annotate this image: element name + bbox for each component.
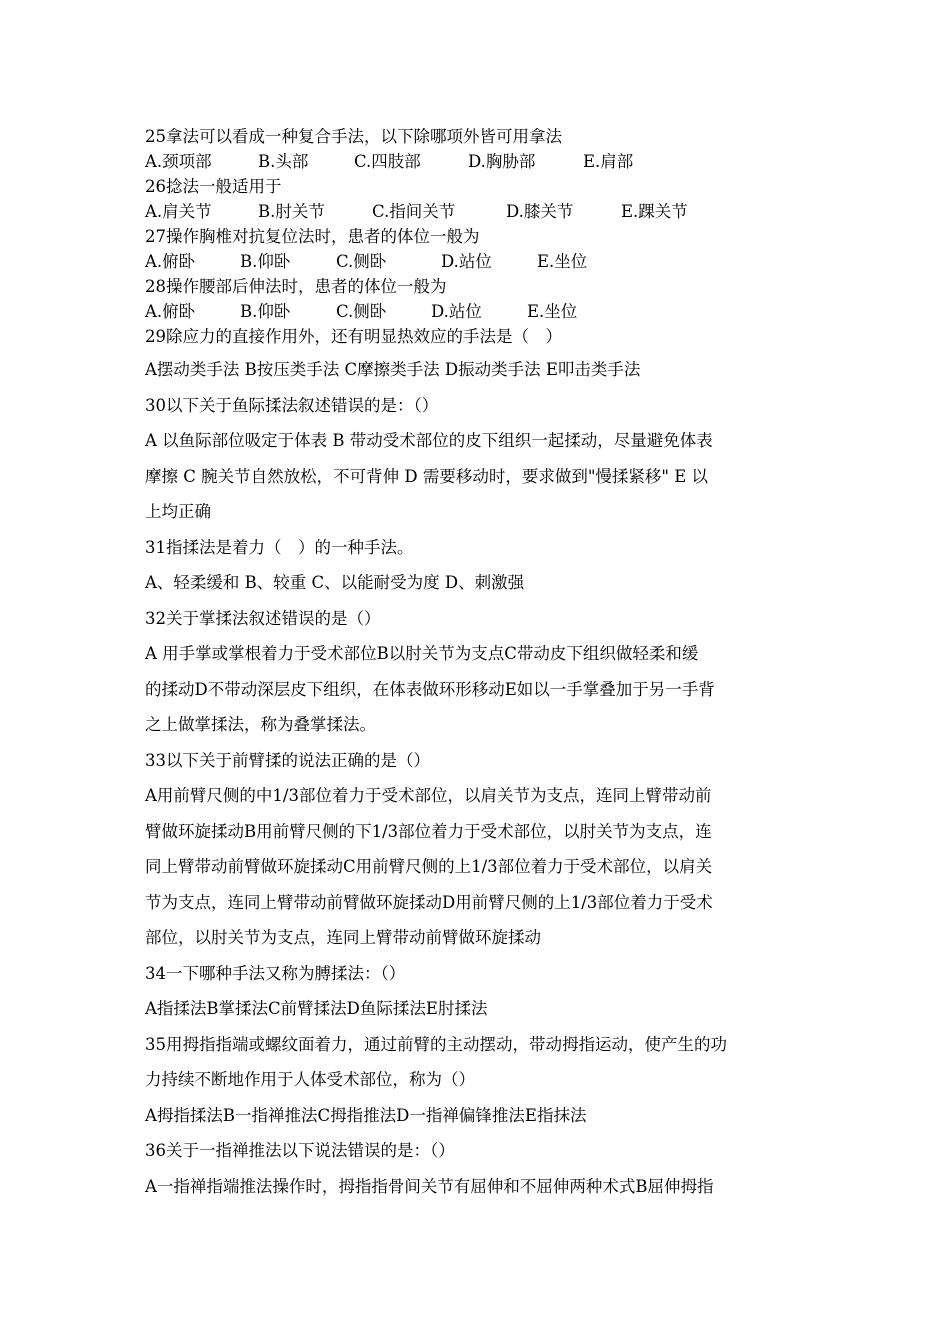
question-36-options: A一指禅指端推法操作时，拇指指骨间关节有屈伸和不屈伸两种术式B屈伸拇指 <box>145 1176 714 1196</box>
option-c: C.四肢部 <box>354 152 421 171</box>
option-c: C.侧卧 <box>336 252 387 271</box>
question-32-options-line-3: 之上做掌揉法，称为叠掌揉法。 <box>145 715 376 734</box>
option-b: B.肘关节 <box>258 202 325 221</box>
question-36-stem: 36关于一指禅推法以下说法错误的是：（） <box>145 1141 455 1160</box>
option-a: A.俯卧 <box>145 302 196 321</box>
question-27-stem: 27操作胸椎对抗复位法时，患者的体位一般为 <box>145 227 480 246</box>
question-28-stem: 28操作腰部后伸法时，患者的体位一般为 <box>145 277 447 296</box>
question-30-options-line-1: A 以鱼际部位吸定于体表 B 带动受术部位的皮下组织一起揉动，尽量避免体表 <box>145 431 713 450</box>
question-26-options <box>145 199 813 224</box>
question-30-options-line-3: 上均正确 <box>145 502 211 521</box>
question-26-stem: 26捻法一般适用于 <box>145 177 282 196</box>
option-e: E.坐位 <box>537 252 588 271</box>
option-e: E.肩部 <box>583 152 634 171</box>
question-35-options: A拇指揉法B一指禅推法C拇指推法D一指禅偏锋推法E指抹法 <box>145 1105 587 1125</box>
document-page <box>145 124 813 1204</box>
question-25-options <box>145 149 813 174</box>
option-b: B.头部 <box>258 152 309 171</box>
question-33-options-line-1: A用前臂尺侧的中1/3部位着力于受术部位，以肩关节为支点，连同上臂带动前 <box>145 786 712 805</box>
question-32-options-line-2: 的揉动D不带动深层皮下组织，在体表做环形移动E如以一手掌叠加于另一手背 <box>145 679 715 699</box>
question-33-options-line-2: 臂做环旋揉动B用前臂尺侧的下1/3部位着力于受术部位，以肘关节为支点，连 <box>145 821 712 841</box>
question-33-options-line-4: 节为支点，连同上臂带动前臂做环旋揉动D用前臂尺侧的上1/3部位着力于受术 <box>145 892 713 912</box>
question-29-options: A摆动类手法 B按压类手法 C摩擦类手法 D振动类手法 E叩击类手法 <box>145 360 641 379</box>
option-d: D.胸胁部 <box>468 152 536 171</box>
question-31-options: A、轻柔缓和 B、较重 C、以能耐受为度 D、刺激强 <box>145 573 525 592</box>
question-28-options <box>145 299 813 324</box>
question-35-stem-line-1: 35用拇指指端或螺纹面着力，通过前臂的主动摆动，带动拇指运动，使产生的功 <box>145 1034 727 1054</box>
question-35-stem-line-2: 力持续不断地作用于人体受术部位，称为（） <box>145 1070 475 1089</box>
option-c: C.指间关节 <box>372 202 456 221</box>
option-a: A.颈项部 <box>145 152 212 171</box>
option-a: A.俯卧 <box>145 252 196 271</box>
option-e: E.坐位 <box>527 302 578 321</box>
option-d: D.站位 <box>431 302 482 321</box>
question-34-stem: 34一下哪种手法又称为膊揉法：（） <box>145 963 406 983</box>
option-d: D.膝关节 <box>506 202 574 221</box>
option-b: B.仰卧 <box>240 302 291 321</box>
question-32-options-line-1: A 用手掌或掌根着力于受术部位B以肘关节为支点C带动皮下组织做轻柔和缓 <box>145 644 699 663</box>
option-b: B.仰卧 <box>240 252 291 271</box>
question-30-options-line-2: 摩擦 C 腕关节自然放松，不可背伸 D 需要移动时，要求做到"慢揉紧移" E 以 <box>145 466 709 486</box>
question-33-options-line-3: 同上臂带动前臂做环旋揉动C用前臂尺侧的上1/3部位着力于受术部位，以肩关 <box>145 857 713 876</box>
option-e: E.踝关节 <box>621 202 688 221</box>
question-32-stem: 32关于掌揉法叙述错误的是（） <box>145 608 381 628</box>
question-25-stem: 25拿法可以看成一种复合手法，以下除哪项外皆可用拿法 <box>145 127 562 146</box>
question-31-stem: 31指揉法是着力（ ）的一种手法。 <box>145 537 414 557</box>
option-c: C.侧卧 <box>336 302 387 321</box>
question-33-options-line-5: 部位，以肘关节为支点，连同上臂带动前臂做环旋揉动 <box>145 928 541 947</box>
option-a: A.肩关节 <box>145 202 212 221</box>
option-d: D.站位 <box>441 252 492 271</box>
question-29-stem: 29除应力的直接作用外，还有明显热效应的手法是（ ） <box>145 327 562 346</box>
question-34-options: A指揉法B掌揉法C前臂揉法D鱼际揉法E肘揉法 <box>145 999 488 1018</box>
question-27-options <box>145 249 813 274</box>
question-33-stem: 33以下关于前臂揉的说法正确的是（） <box>145 750 430 770</box>
question-30-stem: 30以下关于鱼际揉法叙述错误的是：（） <box>145 395 439 415</box>
